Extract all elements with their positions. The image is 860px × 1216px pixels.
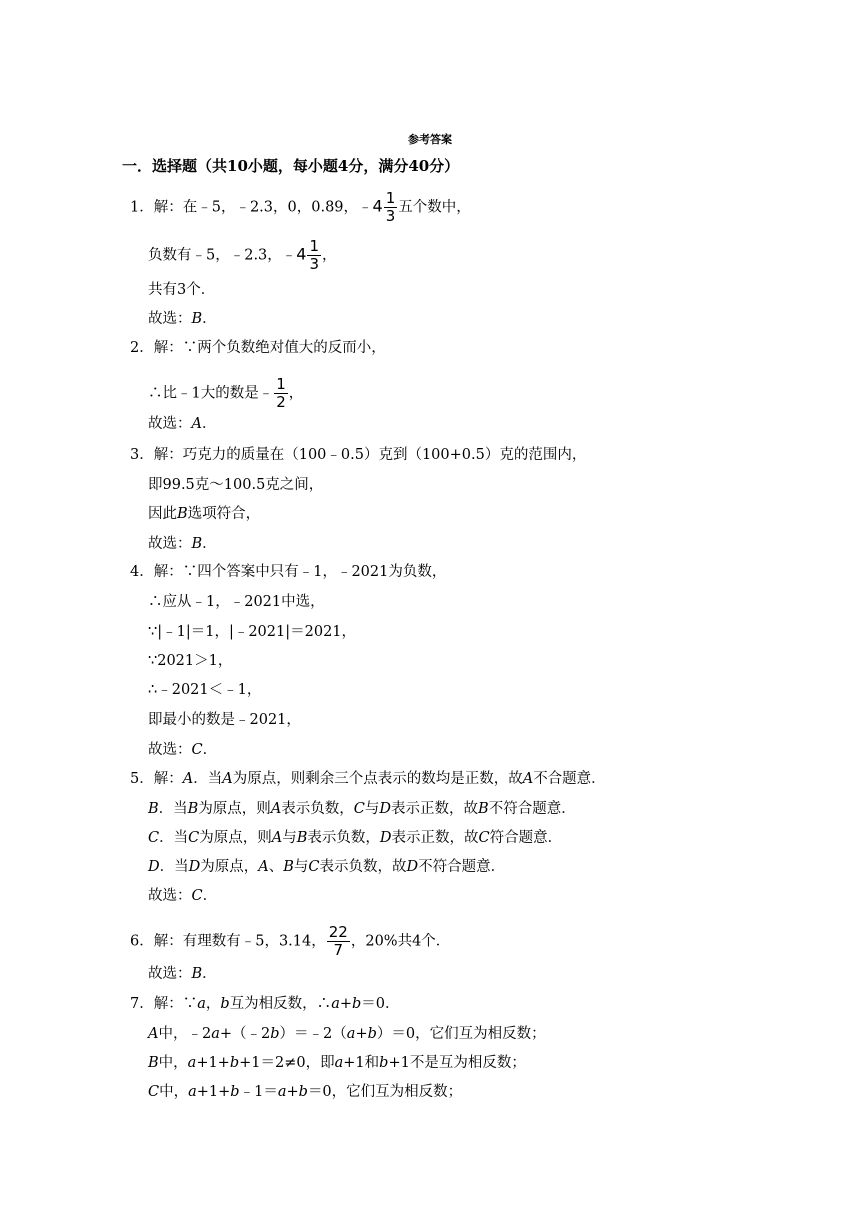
q4-line-1: 4．解：∵四个答案中只有﹣1，﹣2021为负数， <box>130 564 447 580</box>
q6-l1-fraction <box>327 924 350 959</box>
text: + <box>286 1084 299 1100</box>
var: D <box>379 801 392 817</box>
text: 表示正数，故 <box>391 801 479 817</box>
q1-l1-text: 1．解：在﹣5，﹣2.3，0，0.89，﹣ <box>130 199 373 216</box>
var: b <box>229 1055 240 1071</box>
q3-l3-text-end: 选项符合， <box>187 506 261 522</box>
var: b <box>379 1055 389 1071</box>
answer-end: ． <box>201 416 217 432</box>
text: 与 <box>282 830 297 846</box>
var: D <box>148 859 160 875</box>
q7-line-2 <box>148 1024 546 1044</box>
var: C <box>148 830 160 846</box>
fraction-denominator: 3 <box>385 207 396 225</box>
answer-end: ． <box>202 966 217 982</box>
text: + <box>339 996 352 1012</box>
q1-l2-text-end: ， <box>322 247 337 264</box>
q1-l2-whole: 4 <box>296 244 307 264</box>
q1-line-2 <box>148 238 337 273</box>
var: a <box>197 996 206 1012</box>
answer-end: ． <box>202 536 217 552</box>
q1-l1-fraction <box>384 190 398 225</box>
var: a <box>334 1055 344 1071</box>
text: 符合题意． <box>489 830 563 846</box>
q1-l1-text-end: 五个数中， <box>398 199 471 216</box>
q3-l3-text: 因此 <box>148 506 177 522</box>
text: ＝0，它们互为相反数； <box>307 1084 463 1100</box>
var: B <box>148 801 159 817</box>
text: 为原点，则 <box>199 830 272 846</box>
answer-choice: C <box>191 742 203 758</box>
text: 中， <box>159 1084 189 1100</box>
text: 5．解： <box>130 771 183 787</box>
var: b <box>220 996 230 1012</box>
var: D <box>406 859 419 875</box>
q2-l2-text-end: ， <box>288 385 304 402</box>
var: A <box>182 771 194 787</box>
answer-end: ． <box>202 311 217 327</box>
answer-label: 故选： <box>148 966 192 982</box>
var: b <box>367 1026 377 1042</box>
var: A <box>222 771 233 787</box>
answer-label: 故选： <box>148 416 192 432</box>
text: +1＝2≠0，即 <box>239 1055 335 1071</box>
text: ．当 <box>193 771 223 787</box>
text: 中， <box>158 1055 188 1071</box>
text: 与 <box>293 859 309 875</box>
text: 互为相反数，∴ <box>229 996 332 1012</box>
fraction-denominator: 7 <box>333 941 344 959</box>
q2-l2-fraction <box>274 376 288 411</box>
answer-label: 故选： <box>148 536 192 552</box>
text: +1+ <box>196 1055 230 1071</box>
text: ．当 <box>159 859 189 875</box>
var: D <box>188 859 201 875</box>
text: 与 <box>364 801 380 817</box>
q4-line-7 <box>148 740 217 760</box>
var: A <box>258 859 269 875</box>
answer-label: 故选： <box>148 888 192 904</box>
answer-choice: C <box>191 888 203 904</box>
q3-line-1: 3．解：巧克力的质量在（100﹣0.5）克到（100+0.5）克的范围内， <box>130 447 587 463</box>
var: a <box>211 1026 220 1042</box>
text: 为原点， <box>200 859 259 875</box>
q5-line-4 <box>148 857 505 877</box>
q2-line-2 <box>148 376 303 411</box>
q1-l1-whole: 4 <box>372 196 383 216</box>
var: C <box>353 801 365 817</box>
option-letter: B <box>177 506 188 522</box>
text: 为原点，则剩余三个点表示的数均是正数，故 <box>232 771 523 787</box>
q4-line-4: ∵2021＞1， <box>148 653 233 669</box>
q7-line-3 <box>148 1053 526 1073</box>
var: B <box>148 1055 159 1071</box>
fraction-denominator: 3 <box>309 255 320 273</box>
q6-line-2 <box>148 964 217 984</box>
q4-line-3: ∵|﹣1|＝1，|﹣2021|＝2021， <box>148 624 357 640</box>
q1-l2-fraction <box>307 238 321 273</box>
answer-label: 故选： <box>148 742 192 758</box>
text: ．当 <box>158 801 188 817</box>
answer-choice: B <box>191 311 203 327</box>
text: 不符合题意． <box>418 859 506 875</box>
answer-choice: B <box>191 536 203 552</box>
var: b <box>298 1084 308 1100</box>
var: b <box>230 1084 240 1100</box>
var: C <box>148 1084 160 1100</box>
var: B <box>187 801 199 817</box>
var: b <box>270 1026 280 1042</box>
q2-line-3 <box>148 414 216 434</box>
answer-choice: B <box>191 966 203 982</box>
q3-line-3 <box>148 504 260 524</box>
q6-l1-text: 6．解：有理数有﹣5，3.14， <box>130 933 326 950</box>
var: a <box>188 1084 197 1100</box>
var: A <box>148 1026 159 1042</box>
var: D <box>379 830 392 846</box>
text: + <box>355 1026 368 1042</box>
answer-label: 故选： <box>148 311 192 327</box>
text: +1和 <box>343 1055 380 1071</box>
var: a <box>331 996 340 1012</box>
q5-line-1 <box>130 769 606 789</box>
text: +（﹣2 <box>219 1026 271 1042</box>
page-title: 参考答案 <box>408 133 452 146</box>
fraction-numerator: 1 <box>276 375 286 393</box>
q4-line-5: ∴﹣2021＜﹣1， <box>148 682 262 698</box>
text: ＝0． <box>361 996 400 1012</box>
var: C <box>308 859 320 875</box>
fraction-denominator: 2 <box>276 393 286 411</box>
fraction-numerator: 1 <box>309 237 320 255</box>
q7-line-4 <box>148 1082 462 1102</box>
text: ）＝0，它们互为相反数； <box>376 1026 546 1042</box>
var: b <box>352 996 362 1012</box>
q2-line-1: 2．解：∵两个负数绝对值大的反而小， <box>130 340 386 356</box>
text: +1不是互为相反数； <box>388 1055 526 1071</box>
var: B <box>296 830 308 846</box>
text: ．当 <box>159 830 189 846</box>
text: 为原点，则 <box>198 801 271 817</box>
q3-line-4 <box>148 534 217 554</box>
text: 7．解：∵ <box>130 996 198 1012</box>
text: ﹣1＝ <box>239 1084 278 1100</box>
text: 不合题意． <box>533 771 606 787</box>
var: a <box>277 1084 287 1100</box>
q6-line-1 <box>130 924 450 959</box>
fraction-numerator: 22 <box>328 923 348 941</box>
text: 表示正数，故 <box>391 830 479 846</box>
q5-line-3 <box>148 828 562 848</box>
text: ， <box>205 996 221 1012</box>
fraction-numerator: 1 <box>385 189 396 207</box>
var: B <box>283 859 294 875</box>
var: a <box>187 1055 197 1071</box>
q2-l2-text: ∴比﹣1大的数是﹣ <box>148 385 274 402</box>
answer-end: ． <box>202 742 218 758</box>
var: a <box>346 1026 356 1042</box>
q4-line-2: ∴应从﹣1，﹣2021中选， <box>148 594 325 610</box>
var: B <box>478 801 489 817</box>
text: 、 <box>268 859 284 875</box>
text: 表示负数，故 <box>319 859 407 875</box>
var: A <box>270 801 282 817</box>
q7-line-1 <box>130 994 400 1014</box>
q3-line-2: 即99.5克～100.5克之间， <box>148 477 324 493</box>
q6-l1-text-end: ，20%共4个． <box>350 933 451 950</box>
answer-choice: A <box>191 416 202 432</box>
var: A <box>522 771 534 787</box>
q5-line-2 <box>148 799 576 819</box>
q1-line-1 <box>130 190 471 225</box>
text: 表示负数， <box>281 801 354 817</box>
text: 中，﹣2 <box>158 1026 212 1042</box>
q1-line-4 <box>148 309 217 329</box>
q4-line-6: 即最小的数是﹣2021， <box>148 712 301 728</box>
q5-line-5 <box>148 886 217 906</box>
text: 表示负数， <box>307 830 380 846</box>
section-heading: 一．选择题（共10小题，每小题4分，满分40分） <box>122 157 460 175</box>
text: 不符合题意． <box>488 801 576 817</box>
text: +1+ <box>196 1084 231 1100</box>
q1-line-3: 共有3个． <box>148 282 216 298</box>
var: C <box>478 830 490 846</box>
var: A <box>271 830 283 846</box>
text: ）＝﹣2（ <box>279 1026 347 1042</box>
q1-l2-text: 负数有﹣5，﹣2.3，﹣ <box>148 247 297 264</box>
var: C <box>188 830 200 846</box>
answer-end: ． <box>202 888 218 904</box>
